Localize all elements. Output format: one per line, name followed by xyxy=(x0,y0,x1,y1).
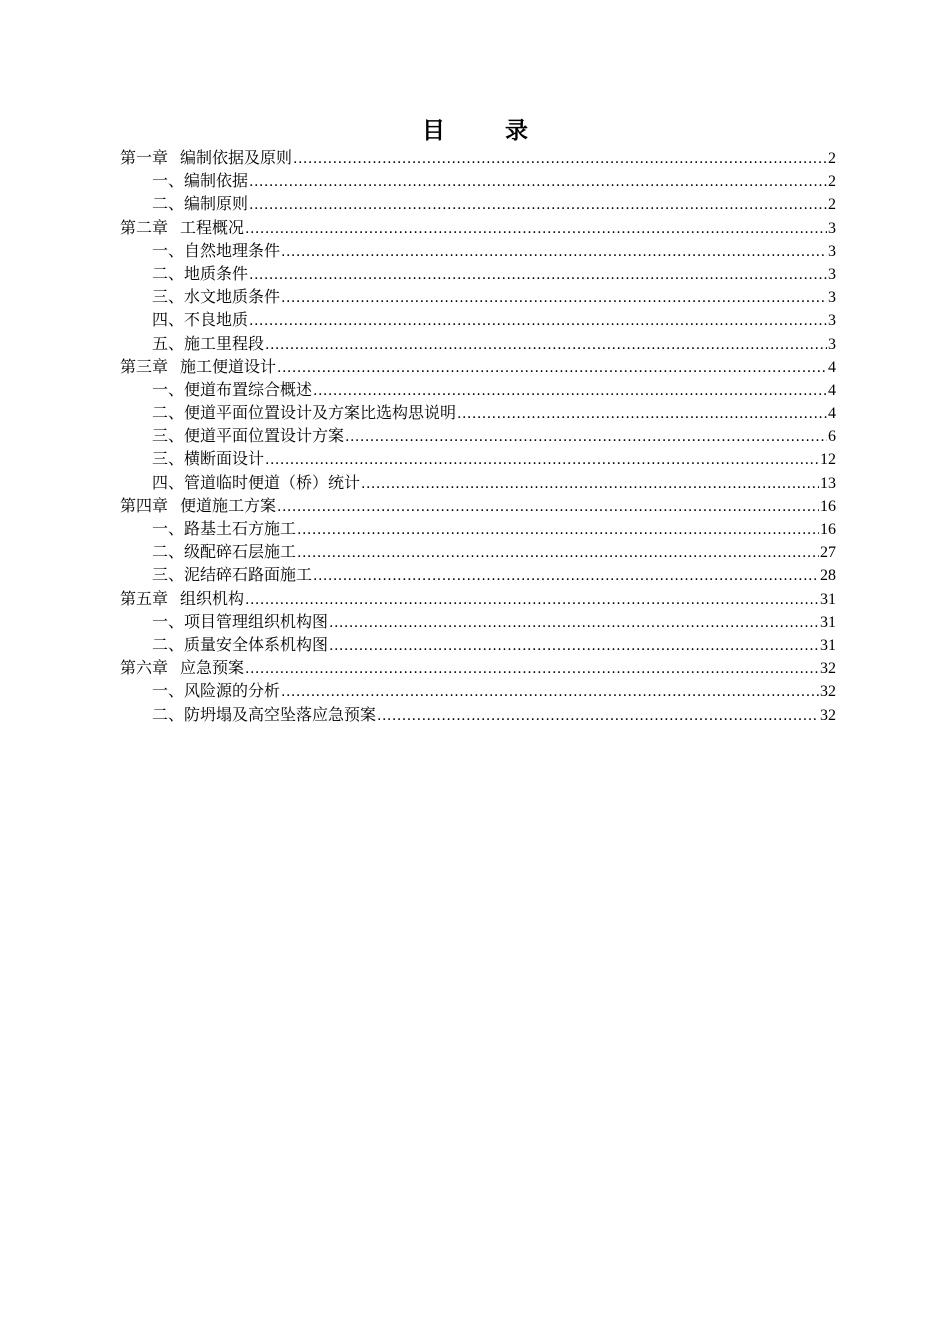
dot-leader xyxy=(277,496,819,519)
toc-entry-page: 27 xyxy=(820,544,836,562)
toc-entry-label: 施工便道设计 xyxy=(180,356,277,376)
toc-entry-label: 组织机构 xyxy=(180,588,245,608)
dot-leader xyxy=(329,635,819,658)
toc-entry[interactable] xyxy=(120,401,836,424)
toc-entry-label: 便道布置综合概述 xyxy=(184,379,313,399)
toc-entry-page: 32 xyxy=(820,683,836,701)
toc-entry-page: 12 xyxy=(820,451,836,469)
toc-entry-page: 16 xyxy=(820,497,836,515)
toc-entry-page: 2 xyxy=(828,196,836,214)
dot-leader xyxy=(281,287,827,310)
toc-entry-page: 3 xyxy=(828,335,836,353)
toc-entry[interactable] xyxy=(120,703,836,726)
toc-entry[interactable] xyxy=(120,355,836,378)
dot-leader xyxy=(277,357,827,380)
toc-entry[interactable] xyxy=(120,308,836,331)
toc-entry-number: 二、 xyxy=(152,542,185,562)
toc-entry[interactable] xyxy=(120,424,836,447)
toc-entry[interactable] xyxy=(120,610,836,633)
toc-entry-page: 16 xyxy=(820,521,836,538)
toc-entry-page: 6 xyxy=(828,428,836,446)
dot-leader xyxy=(245,218,827,241)
toc-entry-page: 32 xyxy=(820,660,836,678)
toc-entry-page: 32 xyxy=(820,706,836,724)
toc-entry-number: 二、 xyxy=(152,263,185,283)
toc-entry-label: 泥结碎石路面施工 xyxy=(184,565,313,585)
toc-entry-page: 4 xyxy=(828,381,836,399)
toc-entry-label: 应急预案 xyxy=(180,658,245,678)
dot-leader xyxy=(249,264,827,287)
dot-leader xyxy=(297,519,819,542)
toc-entry-page: 4 xyxy=(828,405,836,423)
toc-entry[interactable] xyxy=(120,563,836,586)
toc-entry-label: 风险源的分析 xyxy=(184,681,281,701)
toc-entry-number: 一、 xyxy=(152,519,185,538)
toc-entry[interactable] xyxy=(120,262,836,285)
toc-entry-label: 便道平面位置设计及方案比选构思说明 xyxy=(184,403,457,423)
dot-leader xyxy=(245,589,819,612)
dot-leader xyxy=(293,148,827,171)
toc-entry-number: 一、 xyxy=(152,681,185,701)
toc-entry-page: 4 xyxy=(828,358,836,376)
toc-entry-label: 防坍塌及高空坠落应急预案 xyxy=(184,704,377,724)
toc-entry[interactable] xyxy=(120,216,836,239)
toc-entry-number: 第四章 xyxy=(120,495,169,515)
toc-entry-label: 水文地质条件 xyxy=(184,287,281,307)
toc-entry-label: 管道临时便道（桥）统计 xyxy=(184,472,361,492)
toc-entry-number: 三、 xyxy=(152,565,185,585)
dot-leader xyxy=(297,542,819,565)
toc-entry[interactable] xyxy=(120,679,836,702)
dot-leader xyxy=(377,705,819,728)
toc-entry[interactable] xyxy=(120,540,836,563)
toc-entry-number: 四、 xyxy=(152,472,185,492)
toc-entry-page: 2 xyxy=(828,173,836,191)
toc-entry-number: 一、 xyxy=(152,379,185,399)
toc-entry[interactable] xyxy=(120,192,836,215)
toc-entry-label: 地质条件 xyxy=(184,263,249,283)
toc-entry-label: 级配碎石层施工 xyxy=(184,542,297,562)
toc-entry[interactable] xyxy=(120,146,836,169)
dot-leader xyxy=(265,449,819,472)
toc-entry-page: 13 xyxy=(820,474,836,492)
toc-entry-number: 三、 xyxy=(152,449,185,469)
toc-entry-page: 31 xyxy=(820,590,836,608)
dot-leader xyxy=(457,403,827,426)
dot-leader xyxy=(345,426,827,449)
toc-entry-page: 3 xyxy=(828,289,836,307)
dot-leader xyxy=(281,241,827,264)
toc-entry[interactable] xyxy=(120,332,836,355)
toc-entry-label: 项目管理组织机构图 xyxy=(184,611,329,631)
toc-entry-number: 三、 xyxy=(152,426,185,446)
toc-entry-page: 3 xyxy=(828,312,836,330)
toc-entry-page: 3 xyxy=(828,265,836,283)
toc-entry-label: 质量安全体系机构图 xyxy=(184,634,329,654)
toc-entry-label: 不良地质 xyxy=(184,310,249,330)
table-of-contents xyxy=(120,146,836,726)
toc-entry-number: 二、 xyxy=(152,704,185,724)
toc-entry-page: 2 xyxy=(828,150,836,167)
toc-entry-label: 编制依据及原则 xyxy=(180,148,293,167)
toc-entry-number: 第五章 xyxy=(120,588,169,608)
toc-entry-label: 路基土石方施工 xyxy=(184,519,297,538)
toc-entry[interactable] xyxy=(120,494,836,517)
toc-title: 目 录 xyxy=(421,117,554,144)
toc-entry-page: 31 xyxy=(820,613,836,631)
toc-entry-number: 三、 xyxy=(152,287,185,307)
dot-leader xyxy=(329,612,819,635)
dot-leader xyxy=(245,658,819,681)
toc-entry-number: 四、 xyxy=(152,310,185,330)
toc-entry-number: 一、 xyxy=(152,240,185,260)
toc-entry-number: 二、 xyxy=(152,403,185,423)
dot-leader xyxy=(361,473,819,496)
toc-entry[interactable] xyxy=(120,285,836,308)
toc-entry[interactable] xyxy=(120,517,836,540)
toc-entry[interactable] xyxy=(120,633,836,656)
toc-entry-number: 第六章 xyxy=(120,658,169,678)
dot-leader xyxy=(249,171,827,194)
toc-entry-label: 便道施工方案 xyxy=(180,495,277,515)
toc-entry-number: 二、 xyxy=(152,194,185,214)
toc-entry-label: 工程概况 xyxy=(180,217,245,237)
toc-entry[interactable] xyxy=(120,471,836,494)
toc-entry[interactable] xyxy=(120,587,836,610)
dot-leader xyxy=(281,681,819,704)
dot-leader xyxy=(265,334,827,357)
toc-entry-page: 31 xyxy=(820,636,836,654)
toc-entry-label: 施工里程段 xyxy=(184,333,265,353)
dot-leader xyxy=(313,380,827,403)
toc-entry-label: 编制依据 xyxy=(184,171,249,191)
toc-entry[interactable] xyxy=(120,239,836,262)
toc-entry[interactable] xyxy=(120,378,836,401)
toc-entry-page: 3 xyxy=(828,242,836,260)
toc-entry-number: 一、 xyxy=(152,611,185,631)
toc-entry[interactable] xyxy=(120,447,836,470)
toc-entry-label: 自然地理条件 xyxy=(184,240,281,260)
toc-entry-number: 二、 xyxy=(152,634,185,654)
toc-entry-number: 第一章 xyxy=(120,148,169,167)
dot-leader xyxy=(249,194,827,217)
dot-leader xyxy=(249,310,827,333)
toc-entry-label: 便道平面位置设计方案 xyxy=(184,426,345,446)
toc-entry-label: 编制原则 xyxy=(184,194,249,214)
dot-leader xyxy=(313,565,819,588)
toc-entry-number: 一、 xyxy=(152,171,185,191)
toc-entry[interactable] xyxy=(120,169,836,192)
toc-entry-page: 3 xyxy=(828,219,836,237)
toc-entry-label: 横断面设计 xyxy=(184,449,265,469)
toc-entry-number: 第三章 xyxy=(120,356,169,376)
toc-entry-number: 五、 xyxy=(152,333,185,353)
toc-entry[interactable] xyxy=(120,656,836,679)
toc-entry-page: 28 xyxy=(820,567,836,585)
toc-entry-number: 第二章 xyxy=(120,217,169,237)
